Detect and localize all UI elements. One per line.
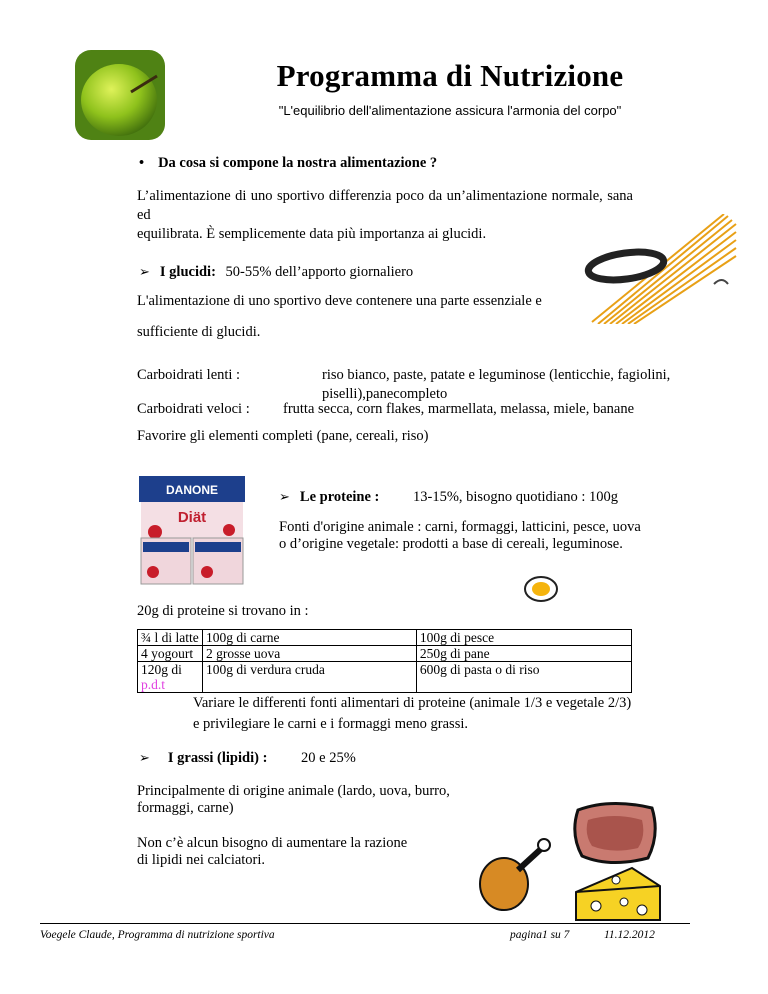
veloci-label: Carboidrati veloci : [137, 401, 250, 417]
apple-icon [75, 50, 165, 140]
table-cell: 250g di pane [416, 646, 631, 662]
footer-author: Voegele Claude, Programma di nutrizione sportiva [40, 929, 275, 941]
table-cell: 4 yogourt [138, 646, 203, 662]
footer-date: 11.12.2012 [604, 929, 655, 941]
footer-divider [40, 923, 690, 924]
footer-page: pagina1 su 7 [510, 929, 570, 941]
intro-paragraph: L’alimentazione di uno sportivo differenzia poco da un’alimentazione normale, sana ed equilibrata. È semplicemente data più importanza ai glucidi. [137, 188, 633, 242]
cheese-icon [572, 866, 664, 924]
chicken-leg-icon [476, 836, 556, 916]
table-intro: 20g di proteine si trovano in : [137, 603, 309, 619]
protein-table [137, 629, 632, 693]
table-cell: 100g di pesce [416, 630, 631, 646]
grassi-note: Non c’è alcun bisogno di aumentare la razione di lipidi nei calciatori. [137, 835, 408, 868]
arrow-bullet-icon: ➢ [139, 750, 150, 765]
intro-question: • Da cosa si compone la nostra alimentazione ? [139, 155, 438, 171]
table-cell: 100g di carne [203, 630, 417, 646]
svg-text:Diät: Diät [177, 509, 207, 526]
veloci-values: frutta secca, corn flakes, marmellata, melassa, miele, banane [283, 401, 635, 417]
variare-text: Variare le differenti fonti alimentari di proteine (animale 1/3 e vegetale 2/3) e privilegiare le carni e i formaggi meno grassi. [193, 695, 632, 732]
table-cell: 600g di pasta o di riso [416, 662, 631, 693]
pasta-icon [578, 214, 738, 324]
proteine-heading: ➢ Le proteine : 13-15%, bisogno quotidiano : 100g [279, 489, 619, 505]
table-row [138, 646, 632, 662]
yogurt-icon [137, 472, 247, 587]
arrow-bullet-icon: ➢ [139, 264, 150, 279]
svg-text:DANONE: DANONE [165, 483, 219, 497]
egg-icon [523, 574, 559, 604]
grassi-heading: ➢ I grassi (lipidi) : 20 e 25% [139, 750, 356, 766]
meat-icon [570, 800, 660, 866]
grassi-origin: Principalmente di origine animale (lardo, uova, burro, formaggi, carne) [137, 783, 450, 816]
favorire-text: Favorire gli elementi completi (pane, cereali, riso) [137, 428, 429, 444]
arrow-bullet-icon: ➢ [279, 489, 290, 504]
lenti-values: riso bianco, paste, patate e leguminose (lenticchie, fagiolini, piselli),panecompleto [322, 367, 671, 402]
glucidi-line1: L'alimentazione di uno sportivo deve contenere una parte essenziale e [137, 293, 542, 309]
page-title: Programma di Nutrizione [276, 58, 624, 93]
pdt-abbrev: p.d.t [141, 677, 166, 692]
page-subtitle: "L'equilibrio dell'alimentazione assicura l'armonia del corpo" [278, 103, 622, 118]
table-row [138, 662, 632, 693]
proteine-sources: Fonti d'origine animale : carni, formaggi, latticini, pesce, uova o d’origine vegetale: prodotti a base di cereali, leguminose. [279, 519, 641, 552]
table-cell: 2 grosse uova [203, 646, 417, 662]
table-cell: 120g di p.d.t [138, 662, 203, 693]
table-cell: ¾ l di latte [138, 630, 203, 646]
table-row [138, 630, 632, 646]
glucidi-heading: ➢ I glucidi: 50-55% dell’apporto giornaliero [139, 264, 414, 280]
glucidi-line2: sufficiente di glucidi. [137, 324, 261, 340]
lenti-label: Carboidrati lenti : [137, 367, 241, 383]
bullet-icon: • [139, 155, 145, 171]
table-cell: 100g di verdura cruda [203, 662, 417, 693]
